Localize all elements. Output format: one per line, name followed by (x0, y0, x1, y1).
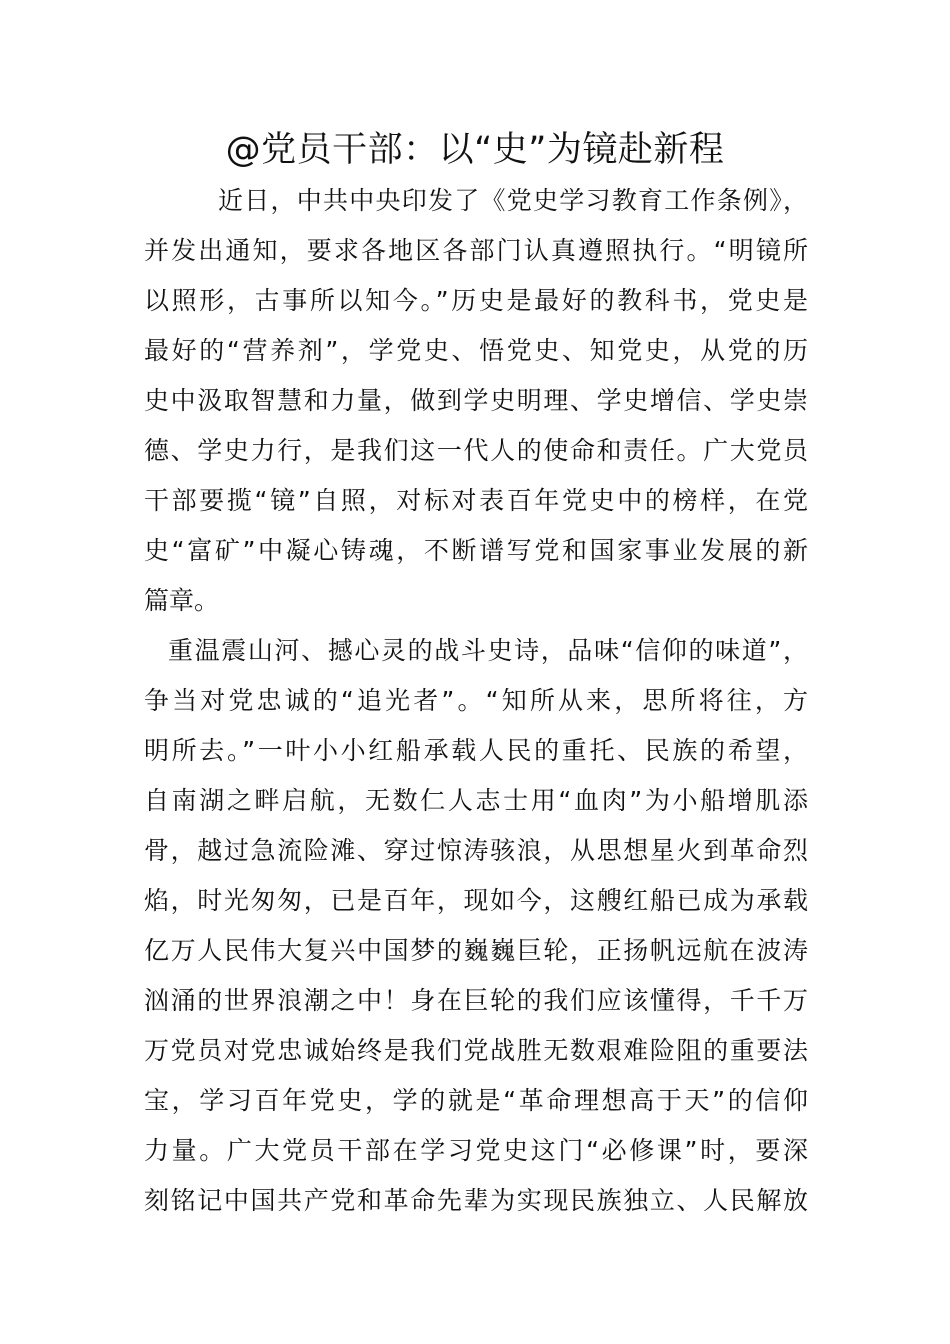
paragraph-1-line-4: 最好的“营养剂”，学党史、悟党史、知党史，从党的历 (144, 336, 808, 365)
paragraph-1-line-2: 并发出通知，要求各地区各部门认真遵照执行。“明镜所 (144, 236, 808, 265)
paragraph-2-line-11: 力量。广大党员干部在学习党史这门“必修课”时，要深 (144, 1136, 808, 1165)
paragraph-2-line-8: 汹涌的世界浪潮之中！身在巨轮的我们应该懂得，千千万 (144, 986, 808, 1015)
paragraph-2-line-2: 争当对党忠诚的“追光者”。“知所从来，思所将往，方 (144, 686, 808, 715)
paragraph-2-line-7: 亿万人民伟大复兴中国梦的巍巍巨轮，正扬帆远航在波涛 (144, 936, 808, 965)
paragraph-1-line-5: 史中汲取智慧和力量，做到学史明理、学史增信、学史崇 (144, 386, 808, 415)
paragraph-1-line-8: 史“富矿”中凝心铸魂，不断谱写党和国家事业发展的新 (144, 536, 808, 565)
paragraph-2-line-12: 刻铭记中国共产党和革命先辈为实现民族独立、人民解放 (144, 1186, 808, 1215)
paragraph-1-line-7: 干部要揽“镜”自照，对标对表百年党史中的榜样，在党 (144, 486, 808, 515)
paragraph-2-line-5: 骨，越过急流险滩、穿过惊涛骇浪，从思想星火到革命烈 (144, 836, 808, 865)
document-title: @党员干部：以“史”为镜赴新程 (225, 130, 725, 170)
paragraph-1-line-9: 篇章。 (144, 586, 220, 615)
paragraph-2-line-6: 焰，时光匆匆，已是百年，现如今，这艘红船已成为承载 (144, 886, 808, 915)
paragraph-2-line-4: 自南湖之畔启航，无数仁人志士用“血肉”为小船增肌添 (144, 786, 808, 815)
paragraph-1-line-6: 德、学史力行，是我们这一代人的使命和责任。广大党员 (144, 436, 808, 465)
paragraph-2-line-10: 宝，学习百年党史，学的就是“革命理想高于天”的信仰 (144, 1086, 808, 1115)
paragraph-2-line-9: 万党员对党忠诚始终是我们党战胜无数艰难险阻的重要法 (144, 1036, 808, 1065)
paragraph-2-line-3: 明所去。”一叶小小红船承载人民的重托、民族的希望， (144, 736, 808, 765)
paragraph-1-line-3: 以照形，古事所以知今。”历史是最好的教科书，党史是 (144, 286, 808, 315)
paragraph-2-line-1: 重温震山河、撼心灵的战斗史诗，品味“信仰的味道”， (168, 636, 808, 665)
paragraph-1-line-1: 近日，中共中央印发了《党史学习教育工作条例》， (218, 186, 808, 215)
